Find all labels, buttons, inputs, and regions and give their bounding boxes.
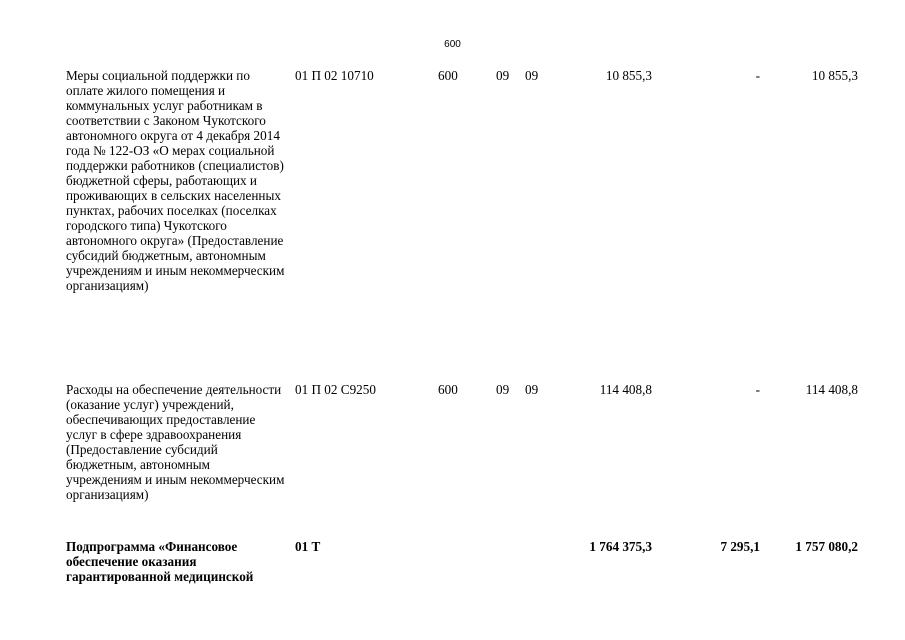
page-number: 600 [444,39,461,50]
row-subsection: 09 [525,68,539,83]
row-expense-type: 600 [438,68,458,83]
row-code: 01 Т [295,539,321,554]
table-row-subprogram [66,539,866,599]
row-amount-change: 7 295,1 [720,539,760,554]
table-row [66,68,866,382]
row-amount-change: - [755,68,760,83]
row-amount-result: 10 855,3 [811,68,858,83]
table-row [66,382,866,539]
row-name: Расходы на обеспечение деятельности (оказание услуг) учреждений, обеспечивающих предоставление услуг в сфере здравоохранения (Предоставление субсидий бюджетным, автономным учреждениям и иным некоммерческим организациям) [66,382,285,502]
row-subsection: 09 [525,382,539,397]
budget-table [66,68,866,599]
row-name: Меры социальной поддержки по оплате жилого помещения и коммунальных услуг работникам в соответствии с Законом Чукотского автономного округа от 4 декабря 2014 года № 122-ОЗ «О мерах социальной поддержки работников (специалистов) бюджетной сферы, работающих и проживающих в сельских населенных пунктах, рабочих поселках (поселках городского типа) Чукотского автономного округа» (Предоставление субсидий бюджетным, автономным учреждениям и иным некоммерческим организациям) [66,68,285,293]
row-amount-total: 1 764 375,3 [589,539,652,554]
row-amount-change: - [755,382,760,397]
row-amount-total: 10 855,3 [605,68,652,83]
row-section: 09 [496,68,510,83]
row-amount-result: 114 408,8 [805,382,858,397]
row-code: 01 П 02 10710 [295,68,374,83]
row-section: 09 [496,382,510,397]
row-code: 01 П 02 С9250 [295,382,376,397]
row-name: Подпрограмма «Финансовое обеспечение оказания гарантированной медицинской [66,539,254,584]
row-expense-type: 600 [438,382,458,397]
row-amount-result: 1 757 080,2 [795,539,858,554]
row-amount-total: 114 408,8 [599,382,652,397]
